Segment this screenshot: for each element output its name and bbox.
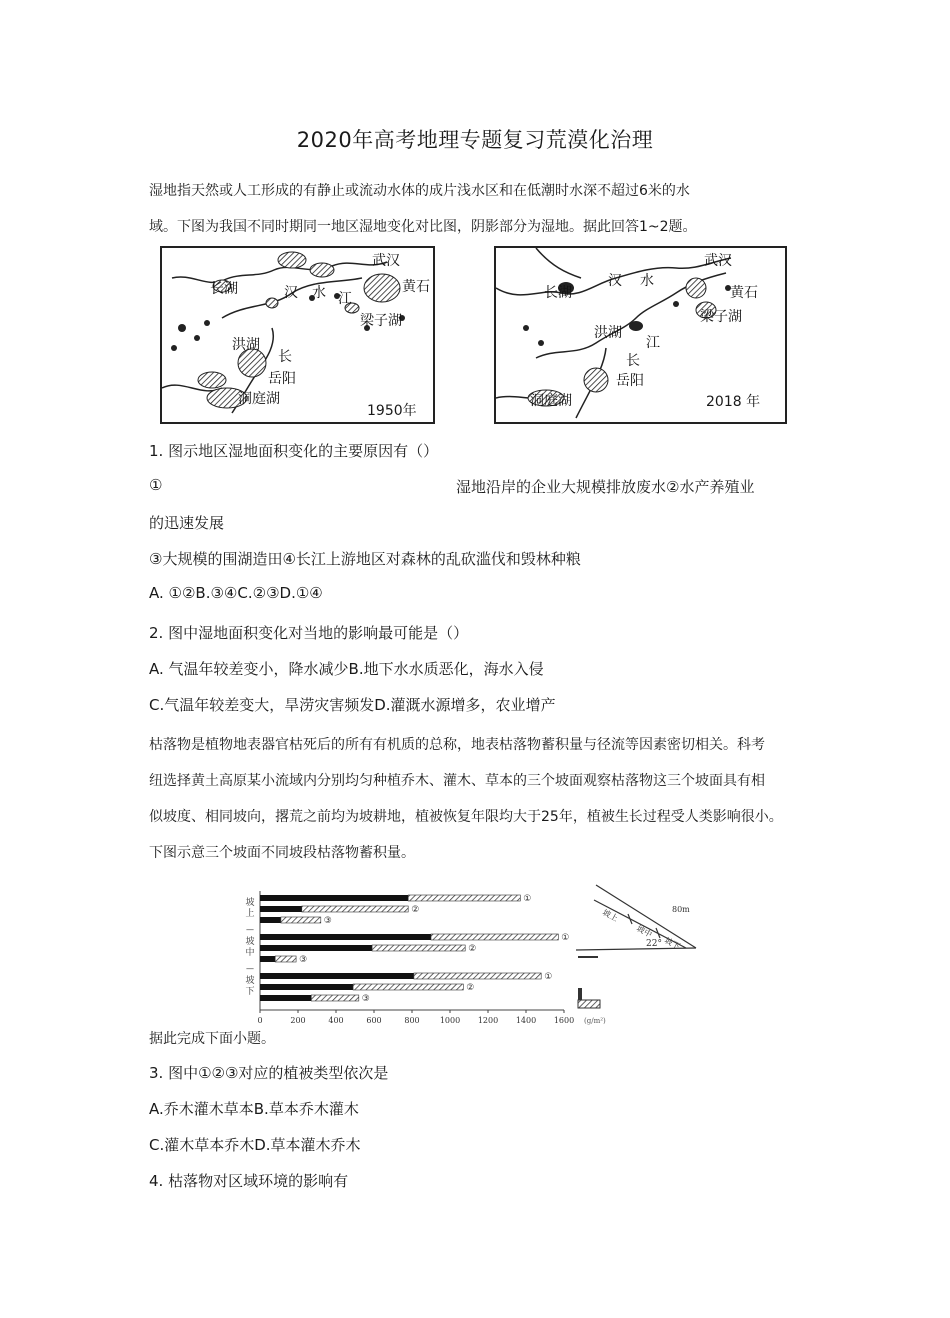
q1-option-line-1-right: 湿地沿岸的企业大规模排放废水②水产养殖业 <box>456 478 755 496</box>
x-tick-label: 1600 <box>553 1016 575 1025</box>
x-tick-label: 1000 <box>439 1016 461 1025</box>
bar-solid-segment <box>260 895 408 901</box>
map2-label-changhu: 长湖 <box>544 285 572 301</box>
bar-series-label: ② <box>411 905 420 915</box>
group-label-char: 坡 <box>245 898 255 908</box>
bar-hatched-segment <box>372 945 465 951</box>
q1-option-line-2: 的迅速发展 <box>149 514 225 532</box>
slope-lower-label: 坡下 <box>663 935 682 952</box>
map2-label-liangzihu: 梁子湖 <box>700 309 742 325</box>
map2-label-shui: 水 <box>640 273 654 289</box>
map2-label-dongtinghu: 洞庭湖 <box>530 393 572 409</box>
q3-stem: 3. 图中①②③对应的植被类型依次是 <box>149 1064 389 1082</box>
bar-series-label: ① <box>561 933 570 943</box>
bar-hatched-segment <box>275 956 296 962</box>
q3-choices-ab: A.乔木灌木草本B.草本乔木灌木 <box>149 1100 359 1118</box>
map1-label-jiang: 江 <box>338 291 352 307</box>
q2-choices-cd: C.气温年较差变大，旱涝灾害频发D.灌溉水源增多，农业增产 <box>149 696 556 714</box>
slope-diagram <box>576 880 706 1015</box>
bar-series-label: ③ <box>299 955 308 965</box>
map1-label-chang: 长 <box>278 349 292 365</box>
intro-paragraph-1-line-1: 湿地指天然或人工形成的有静止或流动水体的成片浅水区和在低潮时水深不超过6米的水 <box>149 183 690 199</box>
bar-hatched-segment <box>281 917 321 923</box>
wetland-map-1950 <box>160 246 435 424</box>
map1-label-yueyang: 岳阳 <box>268 371 296 387</box>
q1-option-line-1-left: ① <box>149 476 163 494</box>
q1-choices: A. ①②B.③④C.②③D.①④ <box>149 584 323 602</box>
intro-paragraph-2-line-2: 纽选择黄土高原某小流域内分别均匀种植乔木、灌木、草本的三个坡面观察枯落物这三个坡面具有相 <box>149 773 765 789</box>
map1-label-liangzihu: 梁子湖 <box>360 313 402 329</box>
group-label-char: 坡 <box>245 937 255 947</box>
group-separator: — <box>246 964 254 973</box>
bar-series-label: ② <box>468 944 477 954</box>
map2-year: 2018 年 <box>706 394 761 410</box>
map1-label-huangshi: 黄石 <box>402 279 430 295</box>
slope-middle-label: 坡中 <box>635 923 654 940</box>
q2-choices-ab: A. 气温年较差变小，降水减少B.地下水水质恶化，海水入侵 <box>149 660 544 678</box>
map2-label-huangshi: 黄石 <box>730 285 758 301</box>
slope-angle-label: 22° <box>646 939 662 949</box>
group-label-char: 下 <box>245 987 255 997</box>
bar-solid-segment <box>260 995 311 1001</box>
litter-accumulation-chart <box>244 885 619 1025</box>
after-chart-instruction: 据此完成下面小题。 <box>149 1031 275 1047</box>
bar-solid-segment <box>260 917 281 923</box>
bar-hatched-segment <box>353 984 463 990</box>
x-tick-label: 400 <box>328 1016 344 1025</box>
intro-paragraph-2-line-4: 下图示意三个坡面不同坡段枯落物蓄积量。 <box>149 845 415 861</box>
x-tick-label: 1400 <box>515 1016 537 1025</box>
x-tick-label: 200 <box>290 1016 306 1025</box>
bar-series-label: ② <box>466 983 475 993</box>
map1-label-honghu: 洪湖 <box>232 337 260 353</box>
map2-label-jiang: 江 <box>646 335 660 351</box>
map1-label-wuhan: 武汉 <box>372 253 400 269</box>
legend-solid-mark <box>578 956 598 958</box>
bar-solid-segment <box>260 973 414 979</box>
x-tick-label: 0 <box>257 1016 263 1025</box>
map2-label-chang: 长 <box>626 353 640 369</box>
bar-series-label: ① <box>523 894 532 904</box>
group-label-char: 上 <box>245 909 255 919</box>
bar-series-label: ① <box>544 972 553 982</box>
map1-label-dongtinghu: 洞庭湖 <box>238 391 280 407</box>
map1-label-changhu: 长湖 <box>210 281 238 297</box>
map1-label-shui: 水 <box>312 285 326 301</box>
bar-hatched-segment <box>302 906 408 912</box>
q3-choices-cd: C.灌木草本乔木D.草本灌木乔木 <box>149 1136 361 1154</box>
bar-hatched-segment <box>414 973 541 979</box>
bar-solid-segment <box>260 945 372 951</box>
bar-series-label: ③ <box>361 994 370 1004</box>
slope-length-label: 80m <box>672 905 690 914</box>
x-unit-label: (g/m²) <box>584 1017 606 1025</box>
x-tick-label: 800 <box>404 1016 420 1025</box>
map2-label-honghu: 洪湖 <box>594 325 622 341</box>
intro-paragraph-2-line-3: 似坡度、相同坡向，撂荒之前均为坡耕地，植被恢复年限均大于25年，植被生长过程受人类影响很小。 <box>149 809 783 825</box>
intro-paragraph-2-line-1: 枯落物是植物地表器官枯死后的所有有机质的总称，地表枯落物蓄积量与径流等因素密切相关。科考 <box>149 737 765 753</box>
slope-upper-label: 坡上 <box>601 907 620 924</box>
map1-label-han: 汉 <box>284 285 298 301</box>
x-tick-label: 600 <box>366 1016 382 1025</box>
group-label-char: 坡 <box>245 976 255 986</box>
wetland-map-2018 <box>494 246 787 424</box>
q1-option-line-3: ③大规模的围湖造田④长江上游地区对森林的乱砍滥伐和毁林种粮 <box>149 550 581 568</box>
map-1950-drawing <box>162 248 433 422</box>
bar-series-label: ③ <box>323 916 332 926</box>
bar-hatched-segment <box>311 995 359 1001</box>
group-label-char: 中 <box>245 948 255 958</box>
page-title: 2020年高考地理专题复习荒漠化治理 <box>296 128 654 152</box>
legend-hatched-swatch <box>578 1000 600 1008</box>
bar-hatched-segment <box>408 895 520 901</box>
bar-solid-segment <box>260 984 353 990</box>
bar-hatched-segment <box>431 934 558 940</box>
q2-stem: 2. 图中湿地面积变化对当地的影响最可能是（） <box>149 624 469 642</box>
q1-stem: 1. 图示地区湿地面积变化的主要原因有（） <box>149 442 439 460</box>
bar-solid-segment <box>260 906 302 912</box>
bar-solid-segment <box>260 956 275 962</box>
intro-paragraph-1-line-2: 域。下图为我国不同时期同一地区湿地变化对比图，阴影部分为湿地。据此回答1~2题。 <box>149 219 697 235</box>
group-separator: — <box>246 925 254 934</box>
map2-label-han: 汉 <box>608 273 622 289</box>
map1-year: 1950年 <box>367 403 417 419</box>
x-tick-label: 1200 <box>477 1016 499 1025</box>
bar-solid-segment <box>260 934 431 940</box>
map2-label-wuhan: 武汉 <box>704 253 732 269</box>
q4-stem: 4. 枯落物对区域环境的影响有 <box>149 1172 349 1190</box>
map2-label-yueyang: 岳阳 <box>616 373 644 389</box>
